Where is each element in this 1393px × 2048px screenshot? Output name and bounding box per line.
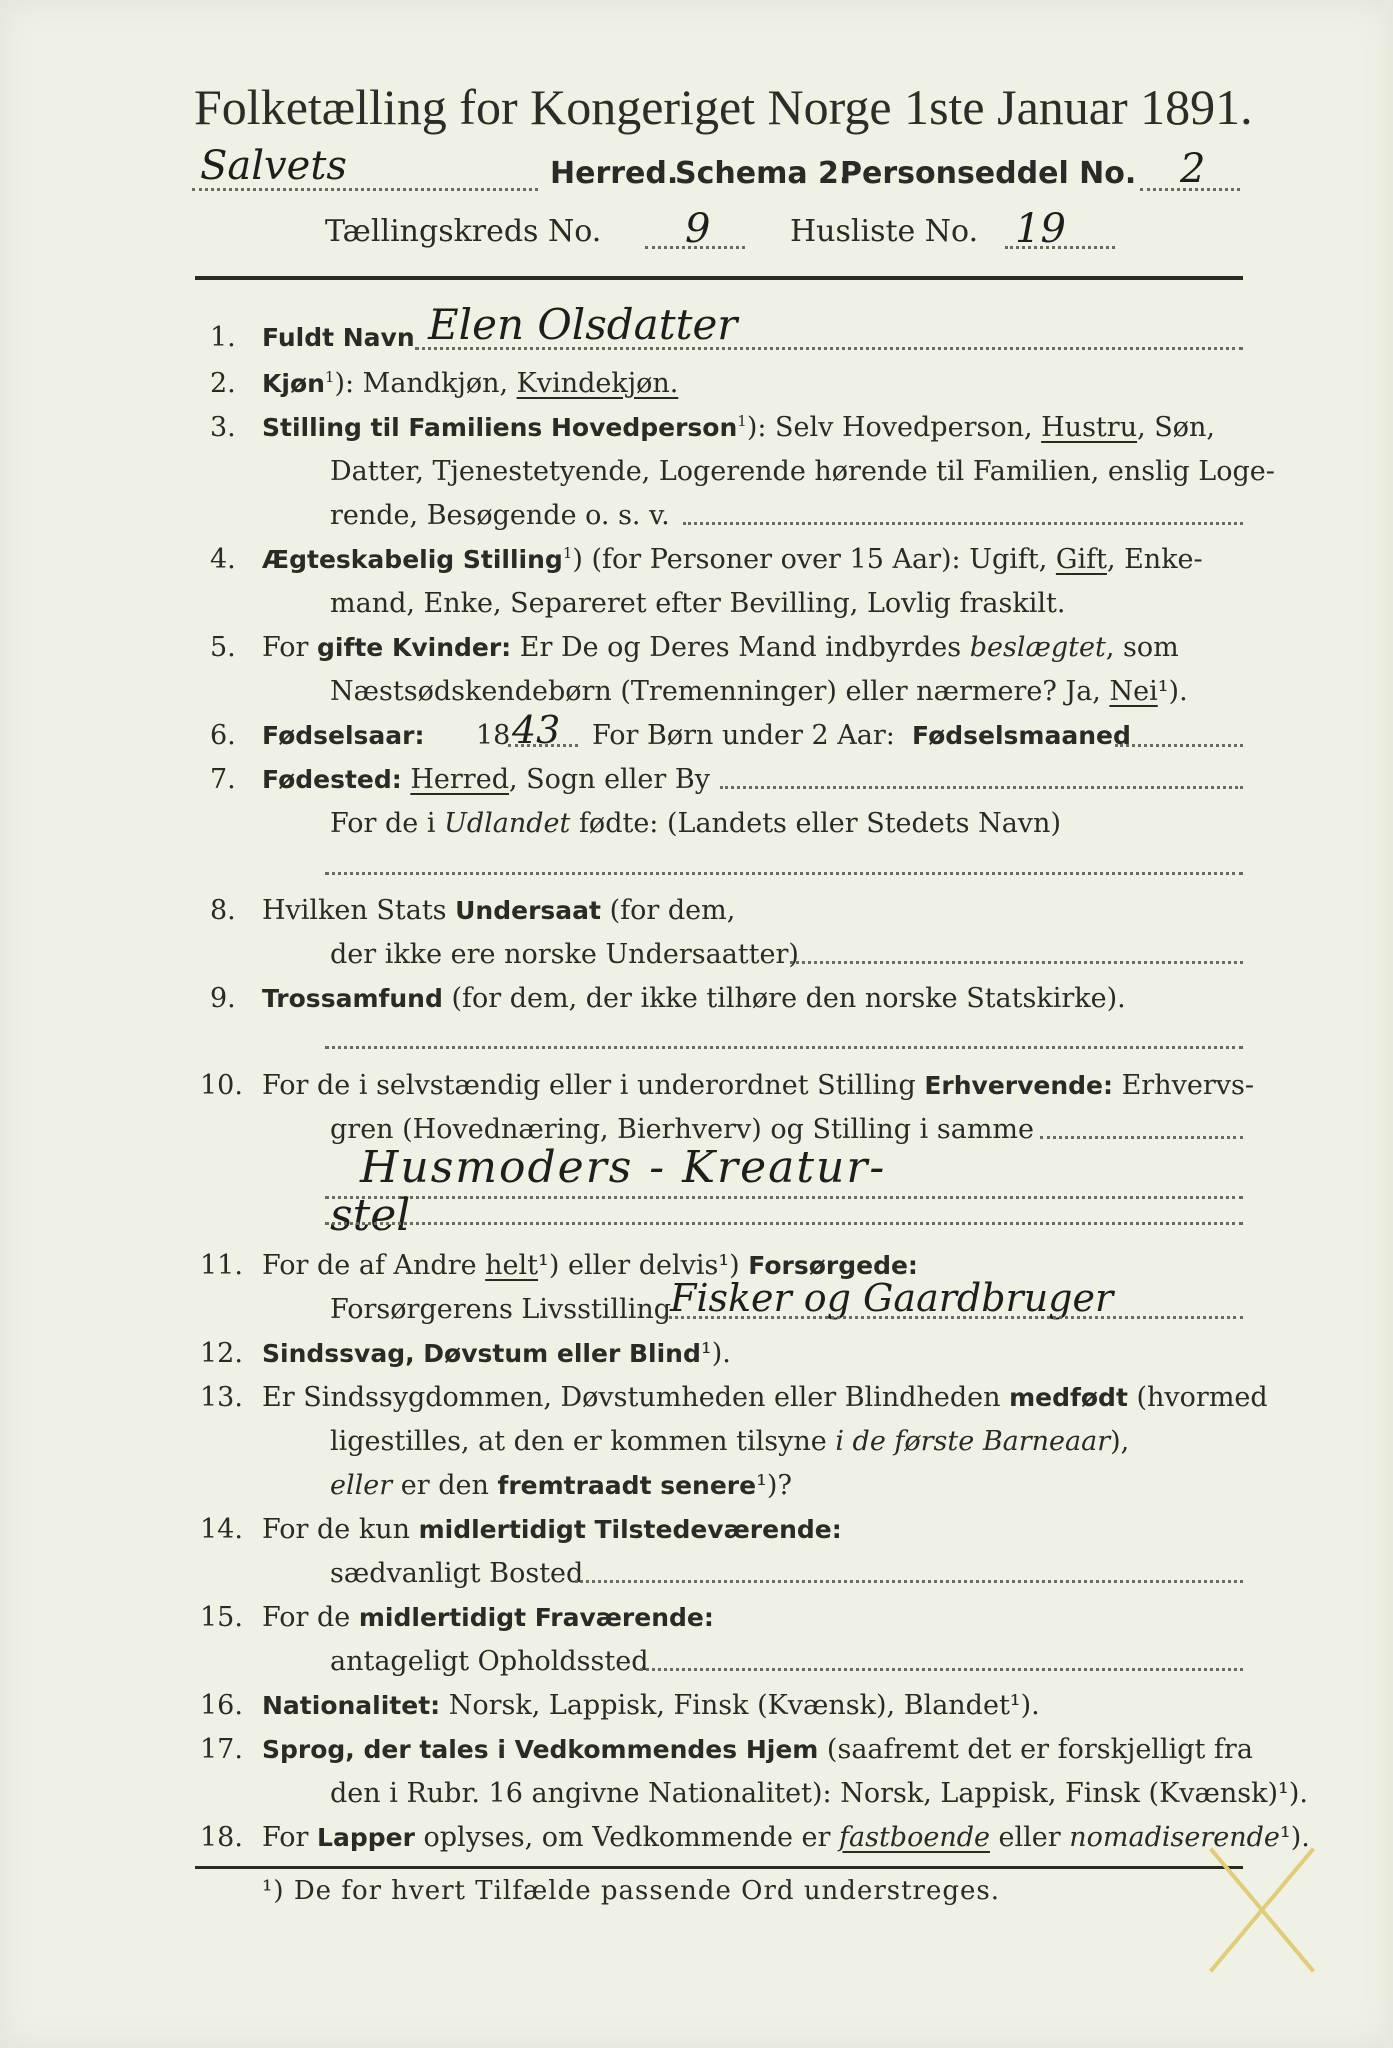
q2-line (262, 368, 678, 399)
q5-italic: beslægtet (969, 632, 1106, 663)
footer-rule (195, 1866, 1243, 1869)
item-number-17: 17. (200, 1734, 243, 1765)
q10-line2: gren (Hovednæring, Bierhverv) og Stilling i samme (330, 1114, 1035, 1145)
q2-text: ): Mandkjøn, (334, 368, 517, 399)
form-title: Folketælling for Kongeriget Norge 1ste Januar 1891. (194, 79, 1253, 135)
husliste-number: 19 (1015, 206, 1066, 252)
item-number-7: 7. (210, 764, 236, 795)
q2-sup: 1 (324, 368, 335, 386)
q15-line1 (262, 1602, 714, 1633)
item-number-3: 3. (210, 412, 236, 443)
q18-pre: For (262, 1822, 318, 1853)
q13-text-a: Er Sindssygdommen, Døvstumheden eller Blindheden (262, 1382, 1010, 1413)
q5-text-a: Er De og Deres Mand indbyrdes (511, 632, 970, 663)
q8-text-b: (for dem, (600, 895, 736, 926)
q17-label: Sprog, der tales i Vedkommendes Hjem (262, 1735, 819, 1764)
q18-line (262, 1822, 1310, 1853)
q7-line1 (262, 764, 710, 795)
q6-year-prefix: 18 (476, 720, 511, 751)
q16-label: Nationalitet: (262, 1691, 441, 1720)
q7-label: Fødested: (262, 765, 402, 794)
q9-line (262, 983, 1126, 1014)
item-number-16: 16. (200, 1690, 243, 1721)
personseddel-label: Personseddel No. (840, 156, 1137, 191)
q18-fastboende: fastboende (839, 1822, 990, 1853)
taellingskreds-label: Tællingskreds No. (325, 214, 602, 249)
q11-label: Forsørgede: (748, 1251, 918, 1280)
q7-dotted-line (720, 786, 1243, 789)
q13-line3a: er den (392, 1470, 498, 1501)
q17-line2: den i Rubr. 16 angivne Nationalitet): Norsk, Lappisk, Finsk (Kvænsk)¹). (330, 1778, 1308, 1809)
q3-label: Stilling til Familiens Hovedperson (262, 413, 738, 442)
herred-label: Herred. (550, 156, 679, 191)
q5-line2 (330, 676, 1188, 707)
herred-dotted-line (192, 188, 538, 191)
q3-text-a: ): Selv Hovedperson, (746, 412, 1042, 443)
q10-line1 (262, 1070, 1254, 1101)
taellingskreds-number: 9 (685, 206, 711, 252)
item-number-11: 11. (200, 1250, 243, 1281)
q2-kvindekjon: Kvindekjøn. (516, 368, 679, 399)
q10-label: Erhvervende: (924, 1071, 1114, 1100)
q12-line (262, 1338, 731, 1369)
q1-label: Fuldt Navn (262, 323, 415, 352)
q12-label: Sindssvag, Døvstum eller Blind (262, 1339, 701, 1368)
q7-herred: Herred (410, 764, 509, 795)
q3-line3: rende, Besøgende o. s. v. (330, 500, 670, 531)
q18-text-b: eller (989, 1822, 1070, 1853)
q14-line1 (262, 1514, 842, 1545)
q13-line3-label: fremtraadt senere (497, 1471, 757, 1500)
q10-answer-line2: stel (330, 1190, 411, 1241)
personseddel-number: 2 (1180, 146, 1206, 192)
q4-line2: mand, Enke, Separeret efter Bevilling, Lovlig fraskilt. (330, 588, 1066, 619)
q7-text: , Sogn eller By (508, 764, 710, 795)
q17-line1 (262, 1734, 1253, 1765)
q14-dotted-line (575, 1580, 1243, 1583)
item-number-18: 18. (200, 1822, 243, 1853)
schema-label: Schema 2. (675, 156, 851, 191)
q3-dotted-line (683, 522, 1243, 525)
q13-line2 (330, 1426, 1129, 1457)
q8-text-a: Hvilken Stats (262, 895, 456, 926)
q8-line1 (262, 895, 735, 926)
q6-year-dotted-line (508, 744, 578, 747)
q11-text-a: For de af Andre (262, 1250, 486, 1281)
q11-dotted-line (662, 1316, 1243, 1319)
q15-label: midlertidigt Fraværende: (358, 1603, 714, 1632)
item-number-4: 4. (210, 544, 236, 575)
q14-text-a: For de kun (262, 1514, 419, 1545)
q6-year-handwritten: 43 (512, 708, 561, 752)
q7-line2b: fødte: (Landets eller Stedets Navn) (570, 808, 1061, 839)
q4-gift: Gift (1055, 544, 1107, 575)
q18-label: Lapper (317, 1823, 415, 1852)
q7-udlandet: Udlandet (444, 808, 571, 839)
q17-text: (saafremt det er forskjelligt fra (818, 1734, 1253, 1765)
q4-line1 (262, 544, 1203, 575)
q15-line2: antageligt Opholdssted (330, 1646, 649, 1677)
q4-label: Ægteskabelig Stilling (262, 545, 563, 574)
q3-text-b: , Søn, (1137, 412, 1215, 443)
q11-helt: helt (485, 1250, 539, 1281)
item-number-6: 6. (210, 720, 236, 751)
q15-text-a: For de (262, 1602, 359, 1633)
q13-line3b: ¹)? (756, 1470, 792, 1501)
q7-answer-dotted-line (325, 872, 1243, 875)
item-number-12: 12. (200, 1338, 243, 1369)
q13-line2-italic: i de første Barneaar (835, 1426, 1111, 1457)
q8-label: Undersaat (455, 896, 601, 925)
q18-text-c: ¹). (1279, 1822, 1310, 1853)
q5-line2a: Næstsødskendebørn (Tremenninger) eller nærmere? Ja, (330, 676, 1110, 707)
footnote: ¹) De for hvert Tilfælde passende Ord understreges. (262, 1876, 1001, 1906)
q2-label: Kjøn (262, 369, 325, 398)
q6-label2: Fødselsmaaned (912, 721, 1131, 750)
q10-answer-dotted-line1 (325, 1196, 1243, 1199)
q10-text-b: Erhvervs- (1113, 1070, 1254, 1101)
husliste-dotted-line (1005, 246, 1115, 249)
q13-text-b: (hvormed (1127, 1382, 1268, 1413)
q13-line3 (330, 1470, 792, 1501)
item-number-14: 14. (200, 1514, 243, 1545)
personseddel-dotted-line (1140, 188, 1240, 191)
q1-dotted-line (415, 347, 1243, 350)
item-number-8: 8. (210, 895, 236, 926)
q11-line2: Forsørgerens Livsstilling (330, 1294, 672, 1325)
q6-label: Fødselsaar: (262, 721, 425, 750)
q11-text-b: ¹) eller delvis¹) (538, 1250, 749, 1281)
q13-line3-italic: eller (330, 1470, 393, 1501)
item-number-5: 5. (210, 632, 236, 663)
q7-line2 (330, 808, 1061, 839)
husliste-label: Husliste No. (790, 214, 979, 249)
header-rule (195, 276, 1243, 280)
q18-text-a: oplyses, om Vedkommende er (414, 1822, 839, 1853)
q9-label: Trossamfund (262, 984, 443, 1013)
q5-label: gifte Kvinder: (317, 633, 512, 662)
q5-line1 (262, 632, 1179, 663)
q11-answer: Fisker og Gaardbruger (670, 1276, 1114, 1320)
q8-dotted-line (790, 961, 1243, 964)
q9-dotted-line (325, 1046, 1243, 1049)
q3-sup: 1 (737, 412, 747, 430)
q13-line2b: ), (1110, 1426, 1130, 1457)
item-number-10: 10. (200, 1070, 243, 1101)
q3-line1 (262, 412, 1215, 443)
item-number-2: 2. (210, 368, 236, 399)
q3-hustru: Hustru (1041, 412, 1138, 443)
q12-sup: ¹). (700, 1338, 731, 1369)
q14-label: midlertidigt Tilstedeværende: (418, 1515, 842, 1544)
q4-sup: 1 (562, 544, 573, 562)
q3-line2: Datter, Tjenestetyende, Logerende hørende til Familien, enslig Loge- (330, 456, 1275, 487)
q6-text: For Børn under 2 Aar: (592, 720, 895, 751)
herred-handwritten: Salvets (200, 143, 347, 189)
item-number-1: 1. (210, 322, 236, 353)
q18-nomadiserende: nomadiserende (1069, 1822, 1280, 1853)
q7-line2a: For de i (330, 808, 445, 839)
taellingskreds-dotted-line (645, 246, 745, 249)
q4-text-b: , Enke- (1106, 544, 1203, 575)
q5-line2b: ¹). (1157, 676, 1188, 707)
q15-dotted-line (640, 1668, 1243, 1671)
q8-line2: der ikke ere norske Undersaatter) (330, 939, 799, 970)
item-number-15: 15. (200, 1602, 243, 1633)
q13-line2a: ligestilles, at den er kommen tilsyne (330, 1426, 836, 1457)
q10-answer-line1: Husmoders - Kreatur- (360, 1142, 887, 1193)
q1-answer-name: Elen Olsdatter (428, 300, 738, 349)
q10-answer-dotted-line2 (325, 1222, 1243, 1225)
item-number-9: 9. (210, 983, 236, 1014)
q6-dotted-line (1115, 744, 1243, 747)
q5-text-b: , som (1105, 632, 1179, 663)
q14-line2: sædvanligt Bosted (330, 1558, 584, 1589)
q9-text: (for dem, der ikke tilhøre den norske Statskirke). (442, 983, 1126, 1014)
q13-line1 (262, 1382, 1268, 1413)
item-number-13: 13. (200, 1382, 243, 1413)
q5-nei: Nei (1109, 676, 1158, 707)
q5-pre: For (262, 632, 318, 663)
q16-text: Norsk, Lappisk, Finsk (Kvænsk), Blandet¹). (440, 1690, 1040, 1721)
q16-line (262, 1690, 1040, 1721)
q13-label: medfødt (1009, 1383, 1128, 1412)
q10-text-a: For de i selvstændig eller i underordnet Stilling (262, 1070, 925, 1101)
q4-text-a: ) (for Personer over 15 Aar): Ugift, (572, 544, 1056, 575)
q10-dotted-line (1040, 1136, 1243, 1139)
